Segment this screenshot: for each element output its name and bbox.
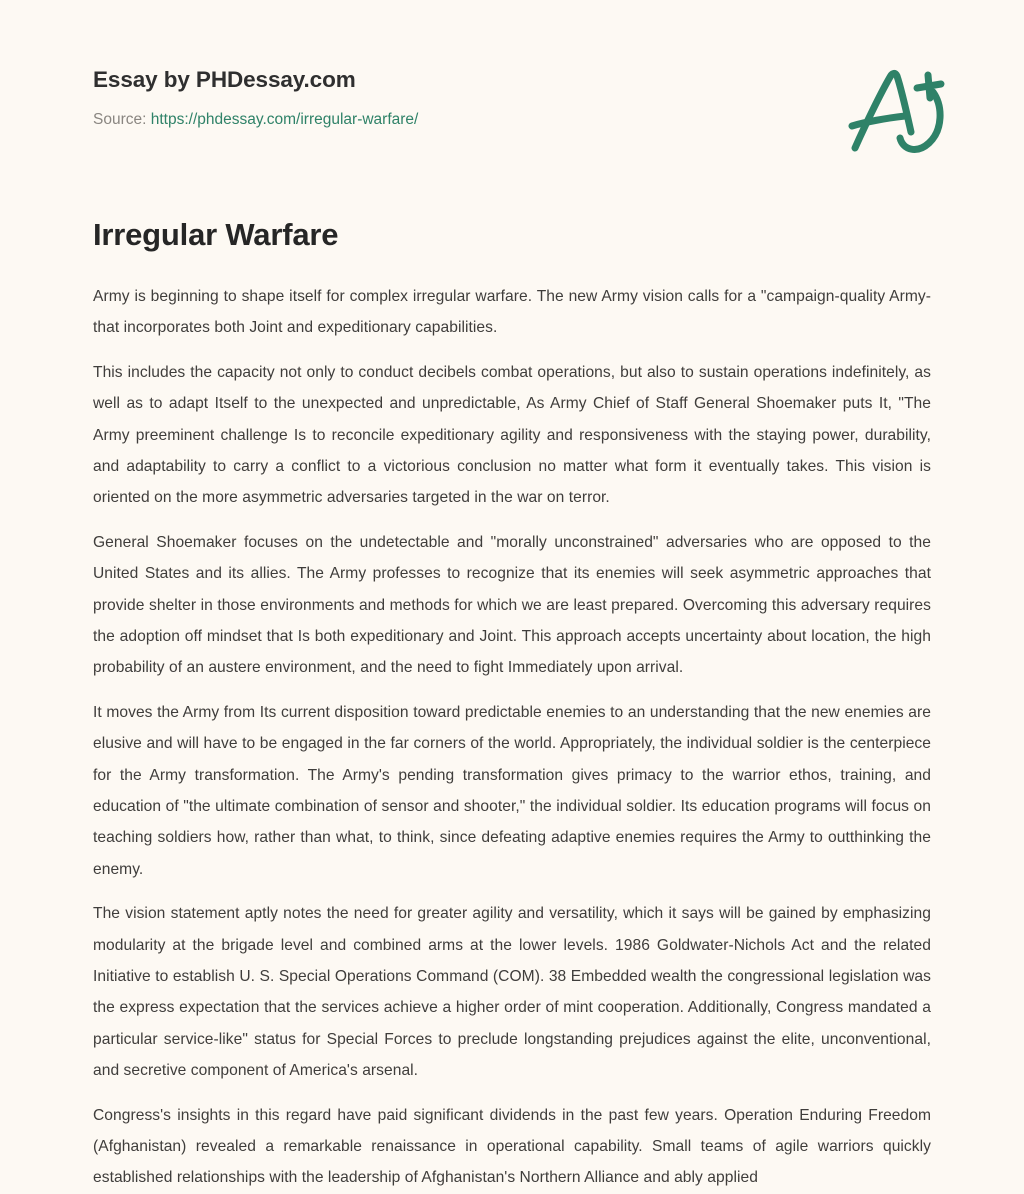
- brand-title: Essay by PHDessay.com: [93, 67, 356, 92]
- page-header: [93, 66, 931, 176]
- body-paragraph: This includes the capacity not only to conduct decibels combat operations, but also to sustain operations indefinitely, as well as to adapt Itself to the unexpected and unpredictable, As Army Chief of Staff General Shoemaker puts It, "The Army preeminent challenge Is to reconcile expeditionary agility and responsiveness with the staying power, durability, and adaptability to carry a conflict to a victorious conclusion no matter what form it eventually takes. This vision is oriented on the more asymmetric adversaries targeted in the war on terror.: [93, 364, 931, 507]
- a-plus-logo-icon: [839, 58, 949, 163]
- body-paragraph: General Shoemaker focuses on the undetectable and "morally unconstrained" adversaries who are opposed to the United States and its allies. The Army professes to recognize that its enemies will seek asymmetric approaches that provide shelter in those environments and methods for which we are least prepared. Overcoming this adversary requires the adoption off mindset that Is both expeditionary and Joint. This approach accepts uncertainty about location, the high probability of an austere environment, and the need to fight Immediately upon arrival.: [93, 534, 931, 677]
- source-url-link[interactable]: https://phdessay.com/irregular-warfare/: [150, 111, 419, 128]
- body-paragraph: Army is beginning to shape itself for complex irregular warfare. The new Army vision calls for a "campaign-quality Army- that incorporates both Joint and expeditionary capabilities.: [93, 288, 931, 337]
- source-line: [93, 110, 931, 130]
- source-label: Source:: [93, 111, 147, 128]
- page-title: Irregular Warfare: [93, 217, 339, 252]
- essay-body: [93, 281, 931, 1194]
- body-paragraph: It moves the Army from Its current disposition toward predictable enemies to an understanding that the new enemies are elusive and will have to be engaged in the far corners of the world. Appropriately, the individual soldier is the centerpiece for the Army transformation. The Army's pending transformation gives primacy to the warrior ethos, training, and education of "the ultimate combination of sensor and shooter," the individual soldier. Its education programs will focus on teaching soldiers how, rather than what, to think, since defeating adaptive enemies requires the Army to outthinking the enemy.: [93, 704, 931, 878]
- body-paragraph: Congress's insights in this regard have paid significant dividends in the past few years. Operation Enduring Freedom (Afghanistan) revealed a remarkable renaissance in operational capability. Small teams of agile warriors quickly established relationships with the leadership of Afghanistan's Northern Alliance and ably applied: [93, 1106, 931, 1187]
- body-paragraph: The vision statement aptly notes the need for greater agility and versatility, which it says will be gained by emphasizing modularity at the brigade level and combined arms at the lower levels. 1986 Goldwater-Nichols Act and the related Initiative to establish U. S. Special Operations Command (COM). 38 Embedded wealth the congressional legislation was the express expectation that the services achieve a higher order of mint cooperation. Additionally, Congress mandated a particular service-like" status for Special Forces to preclude longstanding prejudices against the elite, unconventional, and secretive component of America's arsenal.: [93, 905, 931, 1079]
